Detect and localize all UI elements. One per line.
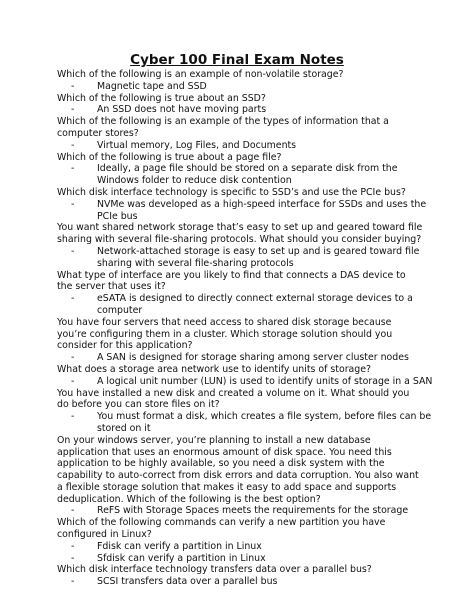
answer-line: SCSI transfers data over a parallel bus [97,576,278,588]
answer-line: A logical unit number (LUN) is used to identify units of storage in a SAN [97,375,433,387]
answer-line: stored on it [97,422,151,434]
question-line: application that uses an enormous amount of disk space. You need this [57,446,392,458]
question-line: application to be highly available, so you need a disk system with the [57,458,385,470]
qa-item [57,93,467,117]
qa-item [57,517,467,564]
bullet-dash: - [71,80,75,92]
bullet-dash: - [71,352,75,364]
answer-line: Fdisk can verify a partition in Linux [97,540,262,552]
answer-line: computer [97,304,143,316]
answer-line: eSATA is designed to directly connect external storage devices to a [97,293,413,305]
question-line: What type of interface are you likely to find that connects a DAS device to [57,269,406,281]
answer-line: ReFS with Storage Spaces meets the requirements for the storage [97,505,409,517]
question-line: the server that uses it? [57,281,166,293]
question-line: configured in Linux? [57,529,152,541]
answer-line: NVMe was developed as a high-speed interface for SSDs and uses the [97,198,427,210]
answer-bullet [57,199,467,223]
answer-bullet [57,104,467,116]
answer-line: Virtual memory, Log Files, and Documents [97,139,297,151]
qa-item [57,152,467,187]
question-line: On your windows server, you’re planning to install a new database [57,434,371,446]
answer-bullet [57,81,467,93]
qa-item [57,435,467,518]
answer-bullet [57,411,467,435]
question-line: You want shared network storage that’s easy to set up and geared toward file [57,222,423,234]
qa-item [57,564,467,588]
answer-bullet [57,352,467,364]
question-line: deduplication. Which of the following is the best option? [57,493,321,505]
question-line: Which of the following is an example of non-volatile storage? [57,69,344,80]
question-line: sharing with several file-sharing protocols. What should you consider buying? [57,234,422,246]
qa-item [57,317,467,364]
question-line: do before you can store files on it? [57,399,220,411]
question-line: capability to auto-correct from disk errors and data corruption. You also want [57,470,419,482]
notes-body [57,69,467,588]
bullet-dash: - [71,552,75,564]
answer-bullet [57,576,467,588]
answer-bullet [57,541,467,553]
question-line: Which of the following is true about a page file? [57,151,282,163]
qa-item [57,116,467,151]
answer-line: Network-attached storage is easy to set up and is geared toward file [97,245,420,257]
question-line: computer stores? [57,127,139,139]
answer-bullet [57,163,467,187]
qa-item [57,270,467,317]
question-line: consider for this application? [57,340,193,352]
qa-item [57,187,467,222]
bullet-dash: - [71,163,75,175]
question-line: Which disk interface technology is specific to SSD’s and use the PCIe bus? [57,186,406,198]
question-line: You have installed a new disk and created a volume on it. What should you [57,387,410,399]
answer-bullet [57,293,467,317]
bullet-dash: - [71,505,75,517]
bullet-dash: - [71,375,75,387]
answer-bullet [57,376,467,388]
qa-item [57,222,467,269]
qa-item [57,364,467,388]
answer-line: PCIe bus [97,210,138,222]
answer-line: Magnetic tape and SSD [97,80,207,92]
question-line: a flexible storage solution that makes it easy to add space and supports [57,481,397,493]
document-title: Cyber 100 Final Exam Notes [130,52,344,68]
answer-bullet [57,553,467,565]
answer-line: sharing with several file-sharing protocols [97,257,294,269]
answer-bullet [57,140,467,152]
question-line: you’re configuring them in a cluster. Which storage solution should you [57,328,393,340]
bullet-dash: - [71,139,75,151]
answer-bullet [57,505,467,517]
answer-bullet [57,246,467,270]
bullet-dash: - [71,411,75,423]
answer-line: Sfdisk can verify a partition in Linux [97,552,266,564]
question-line: What does a storage area network use to identify units of storage? [57,363,371,375]
question-line: Which disk interface technology transfers data over a parallel bus? [57,564,372,576]
question-line: You have four servers that need access to shared disk storage because [57,316,392,328]
question-line: Which of the following is true about an SSD? [57,92,266,104]
answer-line: Windows folder to reduce disk contention [97,175,292,187]
qa-item [57,388,467,435]
bullet-dash: - [71,198,75,210]
bullet-dash: - [71,245,75,257]
answer-line: Ideally, a page file should be stored on a separate disk from the [97,163,398,175]
answer-line: An SSD does not have moving parts [97,104,267,116]
bullet-dash: - [71,576,75,588]
question-line: Which of the following commands can verify a new partition you have [57,517,386,529]
qa-item [57,69,467,93]
answer-line: You must format a disk, which creates a file system, before files can be [97,411,432,423]
question-line: Which of the following is an example of the types of information that a [57,116,389,128]
bullet-dash: - [71,540,75,552]
bullet-dash: - [71,104,75,116]
bullet-dash: - [71,293,75,305]
answer-line: A SAN is designed for storage sharing among server cluster nodes [97,352,409,364]
